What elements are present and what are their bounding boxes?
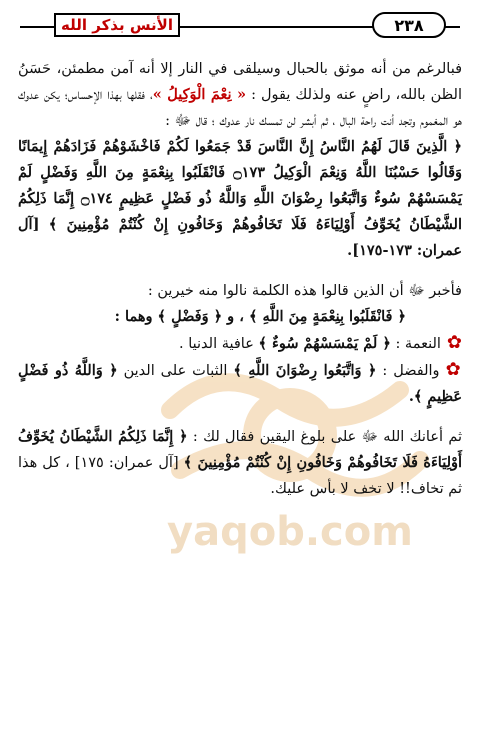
p3-text-a: ثم أعانك الله ﷻ على بلوغ اليقين فقال لك : (192, 429, 463, 445)
flower-bullet-icon: ✿ (446, 332, 462, 353)
paragraph-1 (18, 56, 462, 134)
p3-text-b: كل هذا ثم تخاف!! لا تخف لا بأس عليك. (18, 455, 462, 497)
p2-verse-line (18, 304, 462, 330)
watermark-text: yaqob.com (167, 509, 413, 555)
p1-quote: « نِعْمَ الْوَكِيلُ » (152, 86, 247, 103)
p2-verse: ﴿ فَانْقَلَبُوا بِنِعْمَةٍ مِنَ اللَّهِ ﴾ ، و ﴿ وَفَضْلٍ ﴾ وهما : (114, 308, 406, 325)
bullet-2-text: الثبات على الدين (123, 363, 228, 379)
verse-1-ref: [آل عمران: ١٧٣-١٧٥]. (18, 216, 462, 259)
bullet-2-verse: ﴿ وَاتَّبَعُوا رِضْوَانَ اللَّهِ ﴾ (233, 362, 377, 379)
bullet-1 (18, 330, 462, 357)
p1-text-a: فبالرغم من أنه موثق بالحبال وسيلقى في النار إلا أنه آمن مطمئن، حَسَنُ الظن بالله، راضٍ عنه ولذلك يقول : (18, 61, 462, 103)
page-content (18, 56, 462, 502)
flower-bullet-icon: ✿ (445, 359, 462, 380)
page-number: ٢٣٨ (372, 12, 446, 38)
p3-ref: [آل عمران: ١٧٥] ، (65, 455, 179, 471)
bullet-2 (18, 357, 462, 410)
verse-1: ﴿ الَّذِينَ قَالَ لَهُمُ النَّاسُ إِنَّ النَّاسَ قَدْ جَمَعُوا لَكُمْ فَاخْشَوْهُمْ فَزَادَهُمْ إِيمَانًا وَقَالُوا حَسْبُنَا اللَّهُ وَنِعْمَ الْوَكِيلُ ۝١٧٣ فَانْقَلَبُوا بِنِعْمَةٍ مِنَ اللَّهِ وَفَضْلٍ لَمْ يَمْسَسْهُمْ سُوءٌ وَاتَّبَعُوا رِضْوَانَ اللَّهِ وَاللَّهُ ذُو فَضْلٍ عَظِيمٍ ۝١٧٤ إِنَّمَا ذَلِكُمُ الشَّيْطَانُ يُخَوِّفُ أَوْلِيَاءَهُ فَلَا تَخَافُوهُمْ وَخَافُونِ إِنْ كُنْتُمْ مُؤْمِنِينَ ﴾ (18, 138, 463, 233)
p3-verse: ﴿ إِنَّمَا ذَلِكُمُ الشَّيْطَانُ يُخَوِّفُ أَوْلِيَاءَهُ فَلَا تَخَافُوهُمْ وَخَافُونِ إِنْ كُنْتُمْ مُؤْمِنِينَ ﴾ (18, 428, 463, 471)
bullet-1-label: النعمة : (395, 336, 441, 352)
bullet-2-label: والفضل : (382, 363, 440, 379)
page-header (20, 10, 460, 40)
book-title: الأنس بذكر الله (54, 13, 180, 37)
paragraph-3 (18, 424, 462, 502)
paragraph-2 (18, 278, 462, 304)
verse-block-1 (18, 134, 462, 264)
p1-text-b: ، فقلها بهذا الإحساس؛ يكن عدوك هو المغموم وتجد أنت راحة البال ، ثم أبشر لن تمسك نار عدوك ؛ قال ﷻ : (18, 87, 462, 129)
bullet-1-verse: ﴿ لَمْ يَمْسَسْهُمْ سُوءٌ ﴾ (258, 335, 391, 352)
bullet-1-text: عافية الدنيا . (179, 336, 254, 352)
bullet-2-verse-2: ﴿ وَاللَّهُ ذُو فَضْلٍ عَظِيمٍ ﴾. (18, 362, 462, 405)
p2-intro: فأخبر ﷻ أن الذين قالوا هذه الكلمة نالوا منه خيرين : (147, 283, 462, 299)
